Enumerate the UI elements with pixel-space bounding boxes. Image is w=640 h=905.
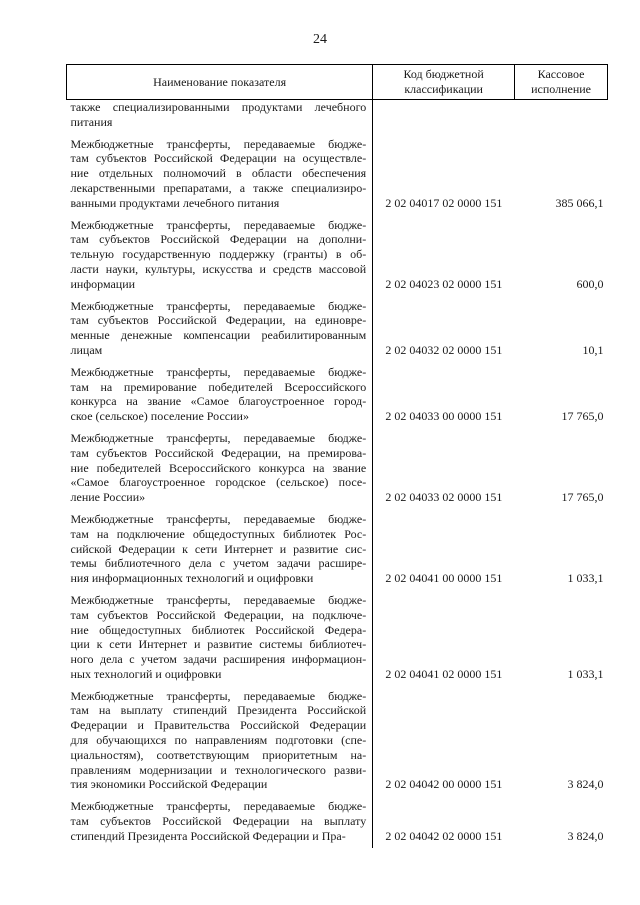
row-name-line: также специализированными продуктами лечебного [70, 100, 367, 114]
row-name-line: лицам [70, 342, 103, 357]
row-name-line: ния информационных технологий и оцифровки [70, 571, 314, 586]
row-name-line: циальностям), соответствующим приоритетным на- [70, 747, 367, 762]
header-name: Наименование показателя [67, 65, 373, 100]
row-execution-cell: 17 765,0 [561, 409, 604, 424]
row-code-cell: 2 02 04033 00 0000 151 [385, 409, 503, 424]
row-name-line: для обучающихся по направлениям подготовки (спе- [70, 733, 367, 748]
row-name-line: там субъектов Российской Федерации на осуществле- [70, 151, 367, 166]
row-name-line: Межбюджетные трансферты, передаваемые бюдже- [70, 298, 367, 313]
row-name-line: там на премирование победителей Всероссийского [70, 379, 367, 394]
row-name-line: менные денежные компенсации реабилитированным [70, 328, 367, 343]
row-name-line: Межбюджетные трансферты, передаваемые бюдже- [70, 592, 367, 607]
row-execution-cell: 3 824,0 [567, 777, 604, 792]
row-code-cell: 2 02 04017 02 0000 151 [385, 195, 503, 210]
budget-table [66, 64, 608, 848]
row-name-cell [67, 215, 373, 296]
row-code-cell: 2 02 04042 02 0000 151 [385, 828, 503, 843]
row-name-cell [67, 296, 373, 362]
row-name-line: Межбюджетные трансферты, передаваемые бюдже- [70, 511, 367, 526]
row-name-line: ление России» [70, 490, 146, 505]
row-name-line: Межбюджетные трансферты, передаваемые бюдже- [70, 799, 367, 814]
row-execution-cell: 600,0 [576, 276, 604, 291]
row-name-line: темы библиотечного дела с учетом задачи расшире- [70, 556, 367, 571]
row-name-line: там субъектов Российской Федерации на выплату [70, 814, 367, 829]
table-row [67, 686, 608, 797]
row-name-cell [67, 428, 373, 509]
row-name-line: ние отдельных полномочий в области обеспечения [70, 166, 367, 181]
row-name-line: ние победителей Всероссийского конкурса на звание [70, 460, 367, 475]
table-row [67, 134, 608, 215]
row-name-line: правлениям модернизации и технологического разви- [70, 762, 367, 777]
row-name-line: ласти науки, культуры, искусства и средств массовой [70, 261, 367, 276]
row-name-line: Межбюджетные трансферты, передаваемые бюдже- [70, 364, 367, 379]
table-header [67, 65, 608, 100]
row-code-cell: 2 02 04032 02 0000 151 [385, 342, 503, 357]
row-name-line: Межбюджетные трансферты, передаваемые бюдже- [70, 430, 367, 445]
row-code-cell [373, 100, 515, 134]
table-row [67, 362, 608, 428]
row-name-line: там субъектов Российской Федерации, на единовре- [70, 313, 367, 328]
row-name-line: лекарственными препаратами, а также специализиро- [70, 180, 367, 195]
row-name-line: питания [70, 114, 113, 129]
row-execution-cell: 1 033,1 [567, 571, 604, 586]
row-name-line: «Самое благоустроенное городское (сельское) посе- [70, 475, 367, 490]
row-code-cell: 2 02 04041 02 0000 151 [385, 666, 503, 681]
row-name-cell [67, 686, 373, 797]
table-row [67, 796, 608, 847]
header-execution: Кассовое исполнение [515, 65, 608, 100]
row-name-line: ское (сельское) поселение России» [70, 409, 249, 424]
table-row [67, 428, 608, 509]
row-name-line: стипендий Президента Российской Федерации и Пра- [70, 828, 346, 843]
row-name-cell [67, 590, 373, 686]
table-row [67, 590, 608, 686]
row-execution-cell: 17 765,0 [561, 490, 604, 505]
table-row [67, 509, 608, 590]
row-name-cell [67, 100, 373, 134]
row-name-line: тия экономики Российской Федерации [70, 777, 268, 792]
row-execution-cell [515, 100, 608, 134]
row-name-line: ванными продуктами лечебного питания [70, 195, 280, 210]
row-name-line: ние общедоступных библиотек Российской Федера- [70, 622, 367, 637]
row-name-line: конкурса на звание «Самое благоустроенное город- [70, 394, 367, 409]
row-name-line: там на подключение общедоступных библиотек Рос- [70, 526, 367, 541]
row-execution-cell: 3 824,0 [567, 828, 604, 843]
row-name-line: ции к сети Интернет и развитие системы библиотеч- [70, 637, 367, 652]
row-name-line: там на выплату стипендий Президента Российской [70, 703, 367, 718]
row-code-cell: 2 02 04033 02 0000 151 [385, 490, 503, 505]
row-name-line: тельную государственную поддержку (гранты) в об- [70, 247, 367, 262]
row-name-cell [67, 796, 373, 847]
row-name-line: там субъектов Российской Федерации на дополни- [70, 232, 367, 247]
row-name-line: Межбюджетные трансферты, передаваемые бюдже- [70, 217, 367, 232]
row-name-cell [67, 134, 373, 215]
row-name-cell [67, 362, 373, 428]
table-body [67, 100, 608, 848]
row-name-line: Федерации и Правительства Российской Федерации [70, 718, 367, 733]
row-execution-cell: 1 033,1 [567, 666, 604, 681]
row-name-line: ного дела с учетом задачи расширения информацион- [70, 652, 367, 667]
row-name-cell [67, 509, 373, 590]
row-code-cell: 2 02 04042 00 0000 151 [385, 777, 503, 792]
row-name-line: Межбюджетные трансферты, передаваемые бюдже- [70, 688, 367, 703]
row-name-line: ных технологий и оцифровки [70, 666, 222, 681]
table-row [67, 215, 608, 296]
row-name-line: там субъектов Российской Федерации, на подключе- [70, 607, 367, 622]
table-row [67, 100, 608, 134]
row-execution-cell: 385 066,1 [555, 195, 604, 210]
row-name-line: сийской Федерации к сети Интернет и развитие сис- [70, 541, 367, 556]
header-code: Код бюджетной классификации [373, 65, 515, 100]
table-row [67, 296, 608, 362]
page-number: 24 [313, 32, 327, 47]
row-name-line: Межбюджетные трансферты, передаваемые бюдже- [70, 136, 367, 151]
row-name-line: там субъектов Российской Федерации, на премирова- [70, 445, 367, 460]
row-name-line: информации [70, 276, 136, 291]
row-code-cell: 2 02 04023 02 0000 151 [385, 276, 503, 291]
row-code-cell: 2 02 04041 00 0000 151 [385, 571, 503, 586]
row-execution-cell: 10,1 [582, 342, 604, 357]
